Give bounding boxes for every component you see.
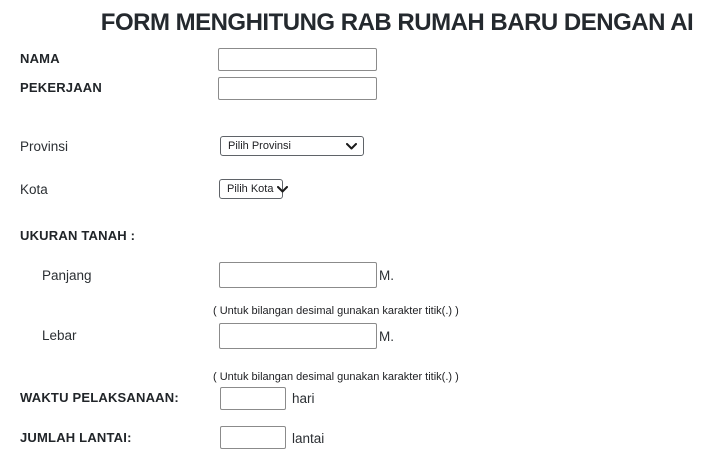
kota-select[interactable]: [219, 179, 283, 199]
decimal-hint: ( Untuk bilangan desimal gunakan karakter titik(.) ): [213, 305, 459, 317]
nama-label: NAMA: [20, 51, 60, 66]
panjang-input[interactable]: [219, 262, 377, 288]
waktu-pelaksanaan-input[interactable]: [220, 387, 286, 410]
kota-label: Kota: [20, 182, 48, 197]
jumlah-lantai-label: JUMLAH LANTAI:: [20, 430, 132, 445]
provinsi-select-value: Pilih Provinsi: [228, 140, 291, 152]
panjang-label: Panjang: [42, 268, 92, 283]
provinsi-label: Provinsi: [20, 139, 69, 154]
chevron-down-icon: [277, 186, 288, 193]
provinsi-select[interactable]: [220, 136, 364, 156]
jumlah-lantai-input[interactable]: [220, 426, 286, 449]
ukuran-tanah-heading: UKURAN TANAH :: [20, 228, 136, 243]
jumlah-lantai-unit-label: lantai: [292, 431, 325, 446]
pekerjaan-input[interactable]: [218, 77, 377, 100]
pekerjaan-label: PEKERJAAN: [20, 80, 102, 95]
decimal-hint: ( Untuk bilangan desimal gunakan karakter titik(.) ): [213, 371, 459, 383]
waktu-pelaksanaan-label: WAKTU PELAKSANAAN:: [20, 390, 179, 405]
page-title: FORM MENGHITUNG RAB RUMAH BARU DENGAN AI: [100, 9, 694, 36]
waktu-pelaksanaan-unit-label: hari: [292, 391, 315, 406]
chevron-down-icon: [346, 143, 357, 150]
lebar-unit-label: M.: [379, 329, 394, 344]
nama-input[interactable]: [218, 48, 377, 71]
lebar-input[interactable]: [219, 323, 377, 349]
panjang-unit-label: M.: [379, 268, 394, 283]
kota-select-value: Pilih Kota: [227, 183, 274, 195]
lebar-label: Lebar: [42, 328, 77, 343]
